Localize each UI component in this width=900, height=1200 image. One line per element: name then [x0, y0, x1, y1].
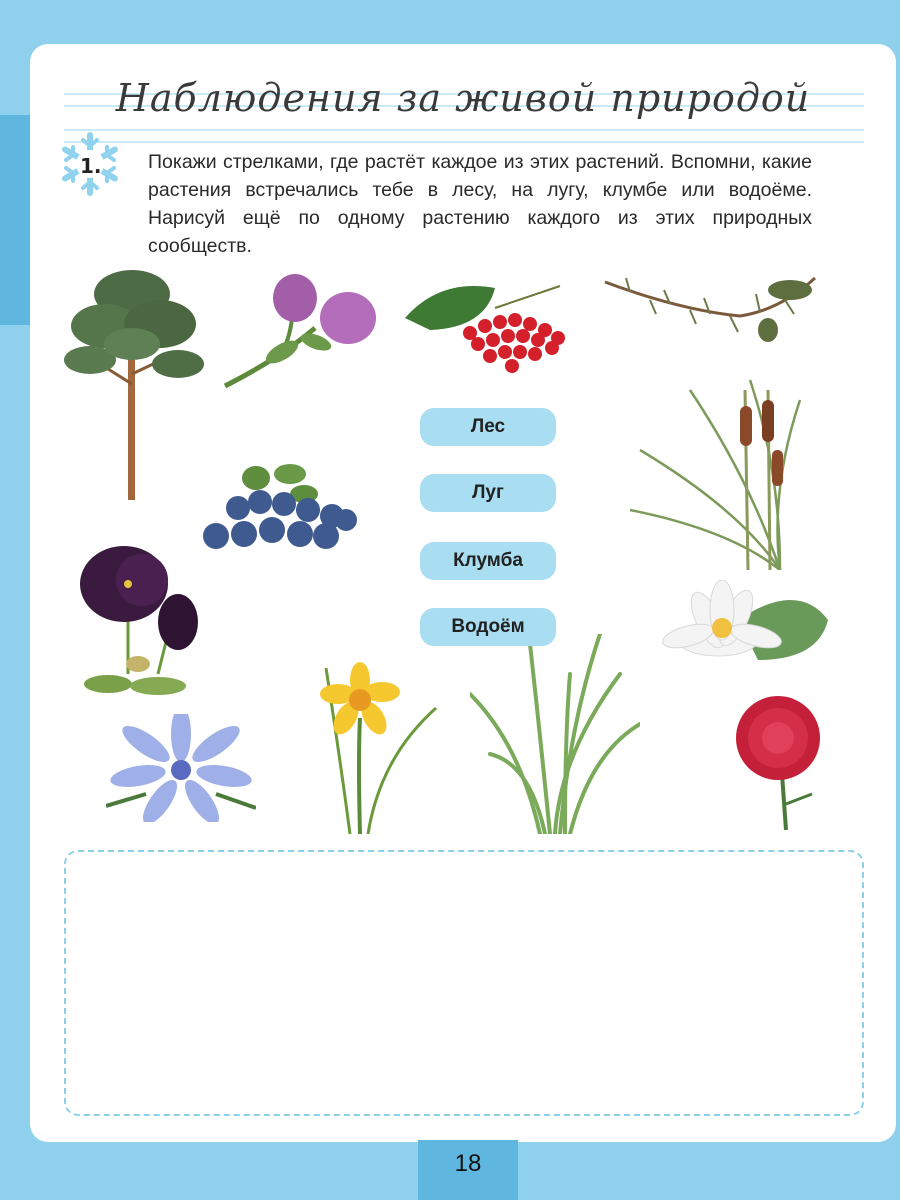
label-pond[interactable]: Водоём — [420, 608, 556, 646]
pine-tree-image — [60, 264, 210, 500]
task-number: 1. — [80, 154, 102, 178]
clover-image — [220, 268, 385, 393]
viburnum-berries-image — [400, 268, 575, 374]
workbook-page — [30, 44, 896, 1142]
page-title: Наблюдения за живой природой — [115, 76, 811, 120]
page-number: 18 — [454, 1150, 482, 1177]
pondweed-image — [600, 270, 820, 346]
cattail-reeds-image — [630, 370, 810, 570]
daffodil-image — [320, 658, 440, 834]
drawing-area[interactable] — [64, 850, 864, 1116]
side-decor-strip — [0, 115, 34, 325]
grass-image — [470, 634, 640, 834]
label-meadow[interactable]: Луг — [420, 474, 556, 512]
chicory-image — [106, 714, 256, 822]
water-lily-image — [648, 580, 828, 676]
pansy-image — [78, 544, 203, 702]
task-instruction: Покажи стрелками, где растёт каждое из этих растений. Вспомни, какие растения встречались тебе в лесу, на лугу, клумбе или водоёме. Нарисуй ещё по одному растению каждого из этих природных сообществ. — [148, 151, 812, 257]
label-forest[interactable]: Лес — [420, 408, 556, 446]
label-flowerbed[interactable]: Клумба — [420, 542, 556, 580]
aster-image — [722, 694, 834, 830]
blueberries-image — [198, 464, 363, 562]
